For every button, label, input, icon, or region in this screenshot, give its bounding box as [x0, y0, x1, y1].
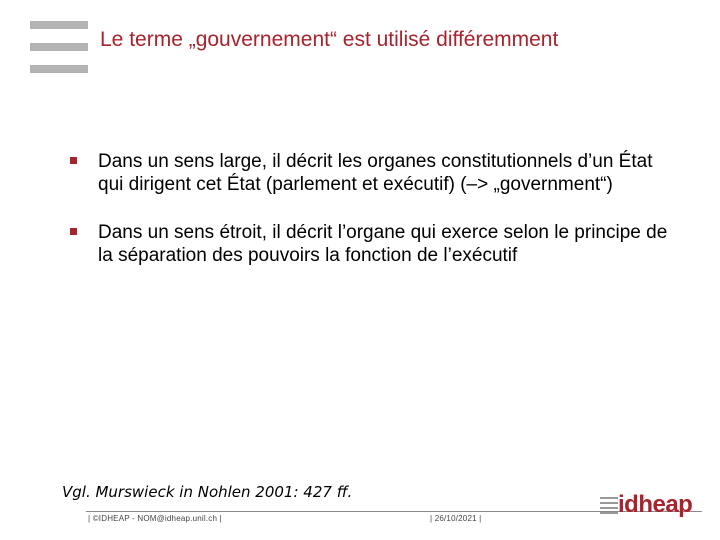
reference-note: Vgl. Murswieck in Nohlen 2001: 427 ff.: [62, 483, 353, 501]
bullet-item-2: [70, 221, 670, 267]
bullet-text-2: Dans un sens étroit, il décrit l’organe qui exerce selon le principe de la séparation des pouvoirs la fonction de l’exécutif: [98, 222, 668, 266]
bar-2: [30, 43, 88, 51]
square-bullet-icon: [70, 228, 77, 235]
bar-3: [30, 65, 88, 73]
idheap-logo: [600, 491, 693, 520]
decorative-bars: [30, 21, 88, 75]
bullet-item-1: [70, 150, 670, 196]
bullet-text-1: Dans un sens large, il décrit les organes constitutionnels d’un État qui dirigent cet État (parlement et exécutif) (–> „government“): [98, 151, 653, 195]
logo-text: idheap: [618, 491, 693, 518]
footer-date: | 26/10/2021 |: [430, 514, 482, 523]
logo-lines-icon: [600, 497, 618, 515]
footer-copyright: | ©IDHEAP - NOM@idheap.unil.ch |: [88, 514, 222, 523]
square-bullet-icon: [70, 157, 77, 164]
bullet-list: [70, 150, 670, 292]
bar-1: [30, 21, 88, 29]
slide-title: Le terme „gouvernement“ est utilisé différemment: [100, 28, 559, 51]
